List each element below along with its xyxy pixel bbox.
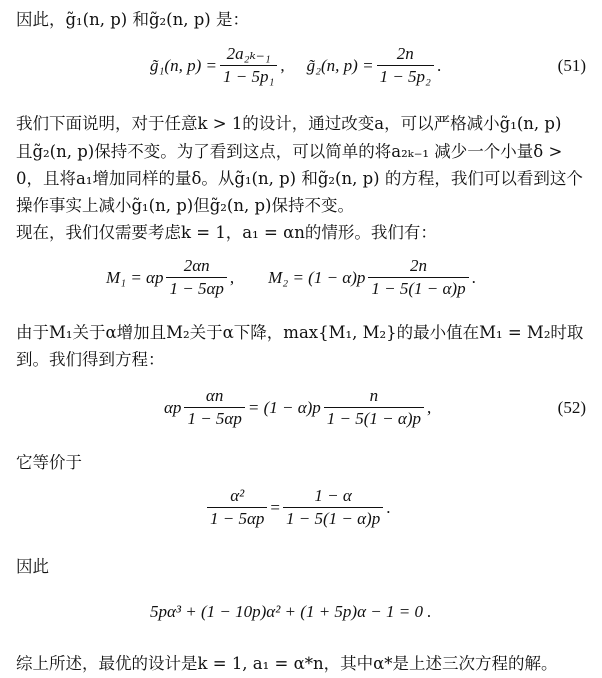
eq52-mid: = (1 − α)p [247, 397, 321, 417]
conclusion-line: 综上所述，最优的设计是k = 1, a₁ = α*n，其中α*是上述三次方程的解。 [16, 654, 558, 673]
eqm-end: . [471, 267, 476, 287]
paragraph-4-line-2: 到。我们得到方程： [16, 350, 165, 369]
paragraph-4-line-1: 由于M₁关于α增加且M₂关于α下降，max{M₁, M₂}的最小值在M₁ = M₂时取 [16, 323, 584, 342]
eqm-frac2 [368, 256, 468, 299]
eq52-frac1 [184, 386, 244, 429]
equation-number-52: (52) [557, 398, 586, 417]
paragraph-5: 它等价于 [16, 453, 82, 472]
paragraph-2-line-4: 操作事实上减小g̃₁(n, p)但g̃₂(n, p)保持不变。 [16, 196, 354, 215]
eqm-den2: 1 − 5(1 − α)p [368, 277, 468, 299]
eq51-frac2 [377, 44, 434, 87]
equation-m [106, 256, 476, 299]
eqeq-eq: = [270, 497, 280, 517]
paragraph-3: 现在，我们仅需要考虑k = 1，a₁ = αn的情形。我们有： [16, 223, 437, 242]
eq52-frac2 [324, 386, 424, 429]
eq51-sep: , [280, 55, 285, 75]
eq52-num2: n [369, 386, 379, 405]
eqm-lhs2: M₂ = (1 − α)p [268, 267, 366, 287]
eq52-den2: 1 − 5(1 − α)p [324, 407, 424, 429]
eqm-frac1 [166, 256, 226, 299]
paragraph-2-line-2: 且g̃₂(n, p)保持不变。为了看到这点，可以简单的将a₂ₖ₋₁ 减少一个小量δ > [16, 142, 563, 161]
eqm-lhs1: M₁ = αp [106, 267, 164, 287]
eqeq-frac2 [283, 486, 383, 529]
eq52-num1: αn [205, 386, 224, 405]
eq51-den1: 1 − 5p₁ [220, 65, 277, 87]
eqeq-end: . [386, 497, 391, 517]
eq52-den1: 1 − 5αp [184, 407, 244, 429]
eqeq-den2: 1 − 5(1 − α)p [283, 507, 383, 529]
eqm-sep: , [229, 267, 235, 287]
eq51-frac1 [220, 44, 277, 87]
eq51-den2: 1 − 5p₂ [377, 65, 434, 87]
eq52-lhs: αp [164, 397, 182, 417]
equation-51 [150, 44, 441, 87]
equation-number-51: (51) [557, 56, 586, 75]
eqeq-num2: 1 − α [314, 486, 352, 505]
equation-equivalent [204, 486, 390, 529]
eq51-lhs1: g̃₁(n, p) = [150, 55, 217, 75]
eq51-num2: 2n [396, 44, 414, 63]
eq51-lhs2: g̃₂(n, p) = [306, 55, 374, 75]
paragraph-2-line-1: 我们下面说明，对于任意k > 1的设计，通过改变a，可以严格减小g̃₁(n, p) [16, 114, 562, 133]
eq51-end: . [436, 55, 442, 75]
paragraph-2-line-3: 0，且将a₁增加同样的量δ。从g̃₁(n, p) 和g̃₂(n, p) 的方程，我们可以看到这个 [16, 169, 583, 188]
eqeq-den1: 1 − 5αp [207, 507, 267, 529]
eqeq-frac1 [207, 486, 267, 529]
paragraph-6: 因此 [16, 557, 49, 576]
intro-line: 因此，g̃₁(n, p) 和g̃₂(n, p) 是： [16, 10, 249, 29]
eq51-num1: 2a₂ₖ₋₁ [226, 44, 271, 63]
eq52-end: , [427, 397, 432, 417]
eqm-num2: 2n [409, 256, 427, 275]
equation-cubic: 5pα³ + (1 − 10p)α² + (1 + 5p)α − 1 = 0 . [150, 602, 432, 621]
eqm-num1: 2αn [183, 256, 210, 275]
eqm-den1: 1 − 5αp [166, 277, 226, 299]
equation-52 [164, 386, 431, 429]
eqeq-num1: α² [230, 486, 245, 505]
